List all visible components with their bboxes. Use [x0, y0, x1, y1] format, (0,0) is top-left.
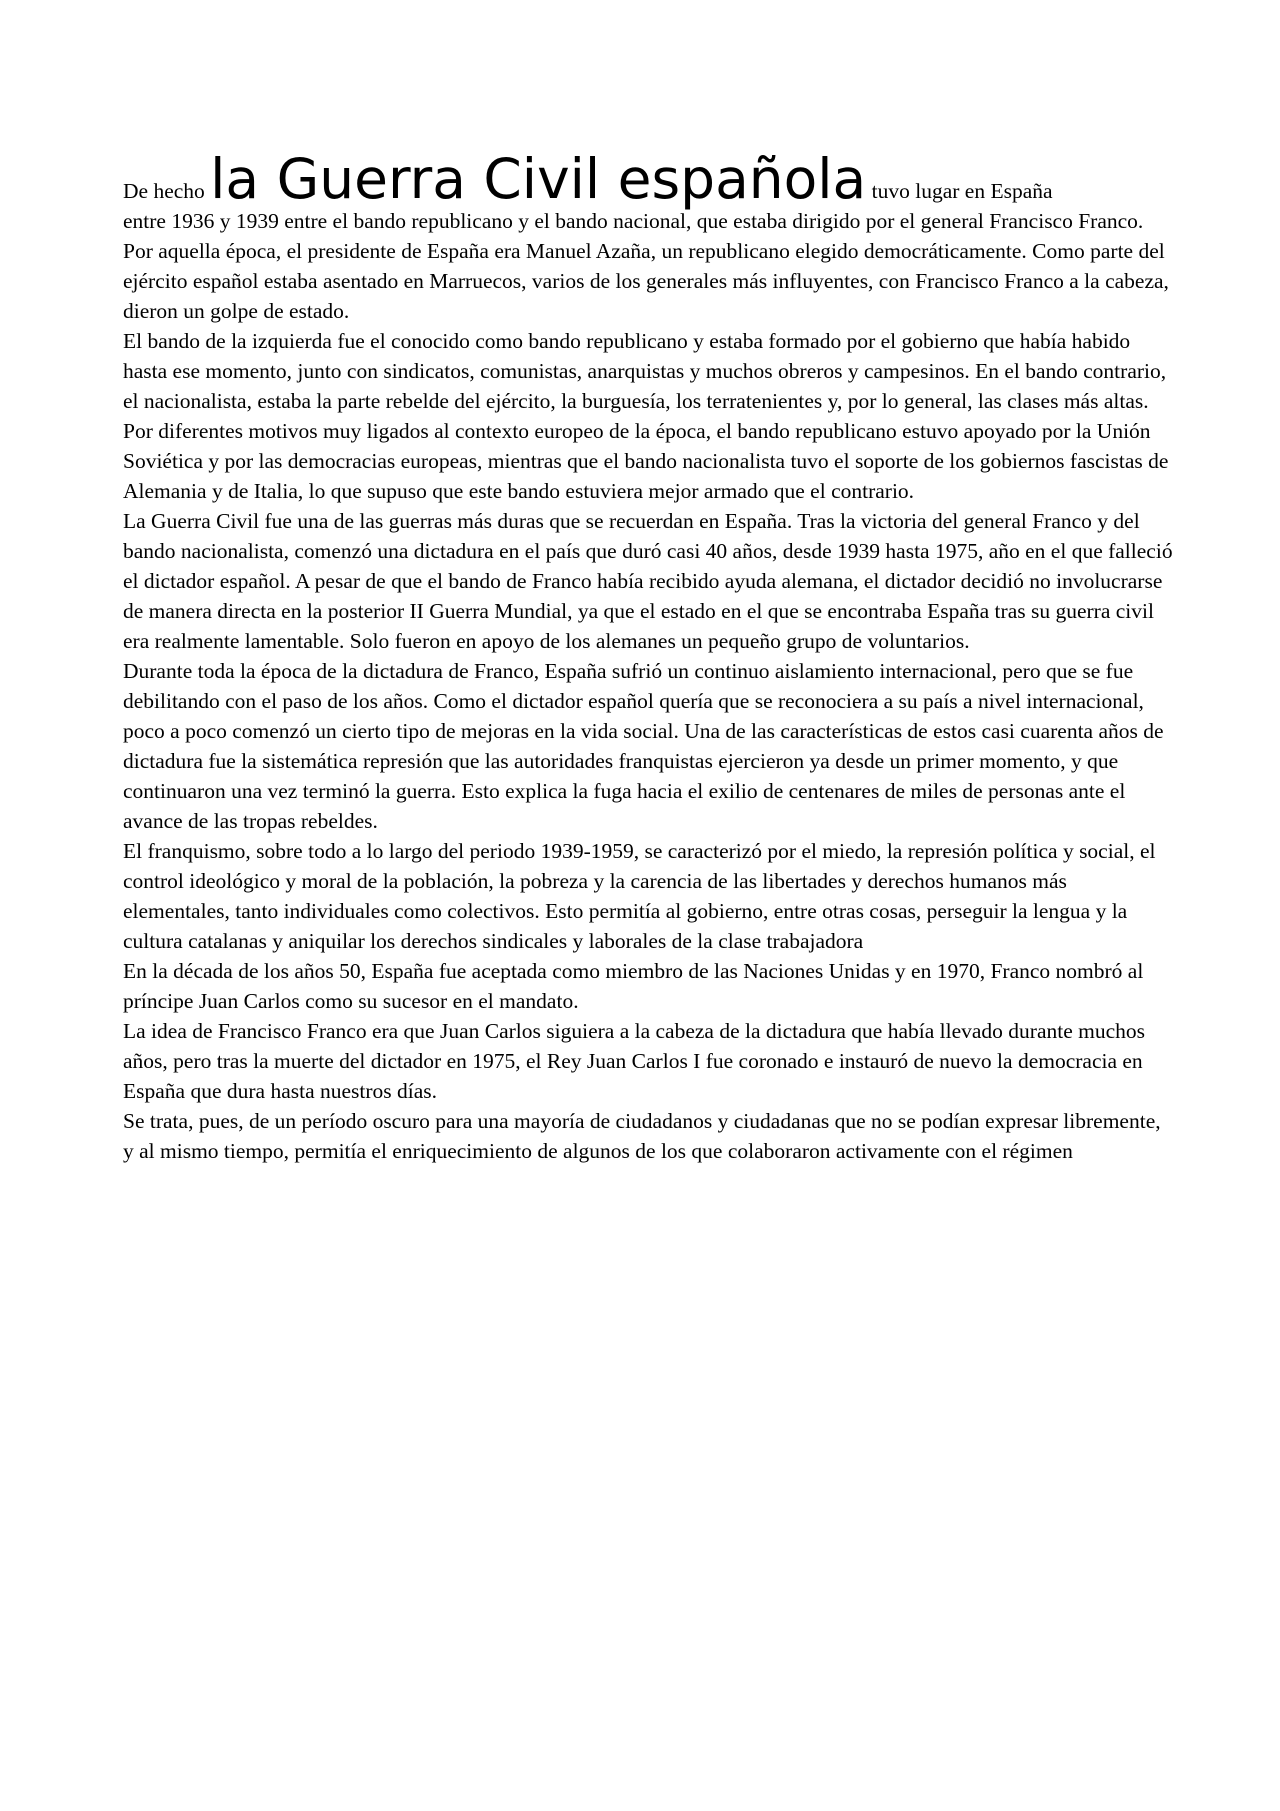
- paragraph: Se trata, pues, de un período oscuro para una mayoría de ciudadanos y ciudadanas que no se podían expresar libremente, y al mismo tiempo, permitía el enriquecimiento de algunos de los que colaboraron activamente con el régimen: [123, 1109, 1161, 1163]
- paragraph: La idea de Francisco Franco era que Juan Carlos siguiera a la cabeza de la dictadura que había llevado durante muchos años, pero tras la muerte del dictador en 1975, el Rey Juan Carlos I fue coronado e instauró de nuevo la democracia en España que dura hasta nuestros días.: [123, 1019, 1146, 1103]
- document-title: la Guerra Civil española: [210, 147, 867, 211]
- paragraph: En la década de los años 50, España fue aceptada como miembro de las Naciones Unidas y en 1970, Franco nombró al príncipe Juan Carlos como su sucesor en el mandato.: [123, 959, 1144, 1013]
- intro-body: entre 1936 y 1939 entre el bando republicano y el bando nacional, que estaba dirigido por el general Francisco Franco. Por aquella época, el presidente de España era Manuel Azaña, un republicano elegido democráticamente. Como parte del ejército español estaba asentado en Marruecos, varios de los generales más influyentes, con Francisco Franco a la cabeza, dieron un golpe de estado.: [123, 209, 1169, 323]
- paragraph: El bando de la izquierda fue el conocido como bando republicano y estaba formado por el gobierno que había habido hasta ese momento, junto con sindicatos, comunistas, anarquistas y muchos obreros y campesinos. En el bando contrario, el nacionalista, estaba la parte rebelde del ejército, la burguesía, los terratenientes y, por lo general, las clases más altas. Por diferentes motivos muy ligados al contexto europeo de la época, el bando republicano estuvo apoyado por la Unión Soviética y por las democracias europeas, mientras que el bando nacionalista tuvo el soporte de los gobiernos fascistas de Alemania y de Italia, lo que supuso que este bando estuviera mejor armado que el contrario.: [123, 329, 1169, 503]
- paragraph: El franquismo, sobre todo a lo largo del periodo 1939-1959, se caracterizó por el miedo, la represión política y social, el control ideológico y moral de la población, la pobreza y la carencia de las libertades y derechos humanos más elementales, tanto individuales como colectivos. Esto permitía al gobierno, entre otras cosas, perseguir la lengua y la cultura catalanas y aniquilar los derechos sindicales y laborales de la clase trabajadora: [123, 839, 1156, 953]
- title-line: [123, 147, 1173, 211]
- lead-suffix: tuvo lugar en España: [866, 179, 1053, 203]
- document-page: [123, 147, 1173, 1166]
- paragraph-intro: [123, 147, 1173, 326]
- paragraph: Durante toda la época de la dictadura de Franco, España sufrió un continuo aislamiento internacional, pero que se fue debilitando con el paso de los años. Como el dictador español quería que se reconociera a su país a nivel internacional, poco a poco comenzó un cierto tipo de mejoras en la vida social. Una de las características de estos casi cuarenta años de dictadura fue la sistemática represión que las autoridades franquistas ejercieron ya desde un primer momento, y que continuaron una vez terminó la guerra. Esto explica la fuga hacia el exilio de centenares de miles de personas ante el avance de las tropas rebeldes.: [123, 659, 1164, 833]
- paragraph: La Guerra Civil fue una de las guerras más duras que se recuerdan en España. Tras la victoria del general Franco y del bando nacionalista, comenzó una dictadura en el país que duró casi 40 años, desde 1939 hasta 1975, año en el que falleció el dictador español. A pesar de que el bando de Franco había recibido ayuda alemana, el dictador decidió no involucrarse de manera directa en la posterior II Guerra Mundial, ya que el estado en el que se encontraba España tras su guerra civil era realmente lamentable. Solo fueron en apoyo de los alemanes un pequeño grupo de voluntarios.: [123, 509, 1173, 653]
- lead-prefix: De hecho: [123, 179, 211, 203]
